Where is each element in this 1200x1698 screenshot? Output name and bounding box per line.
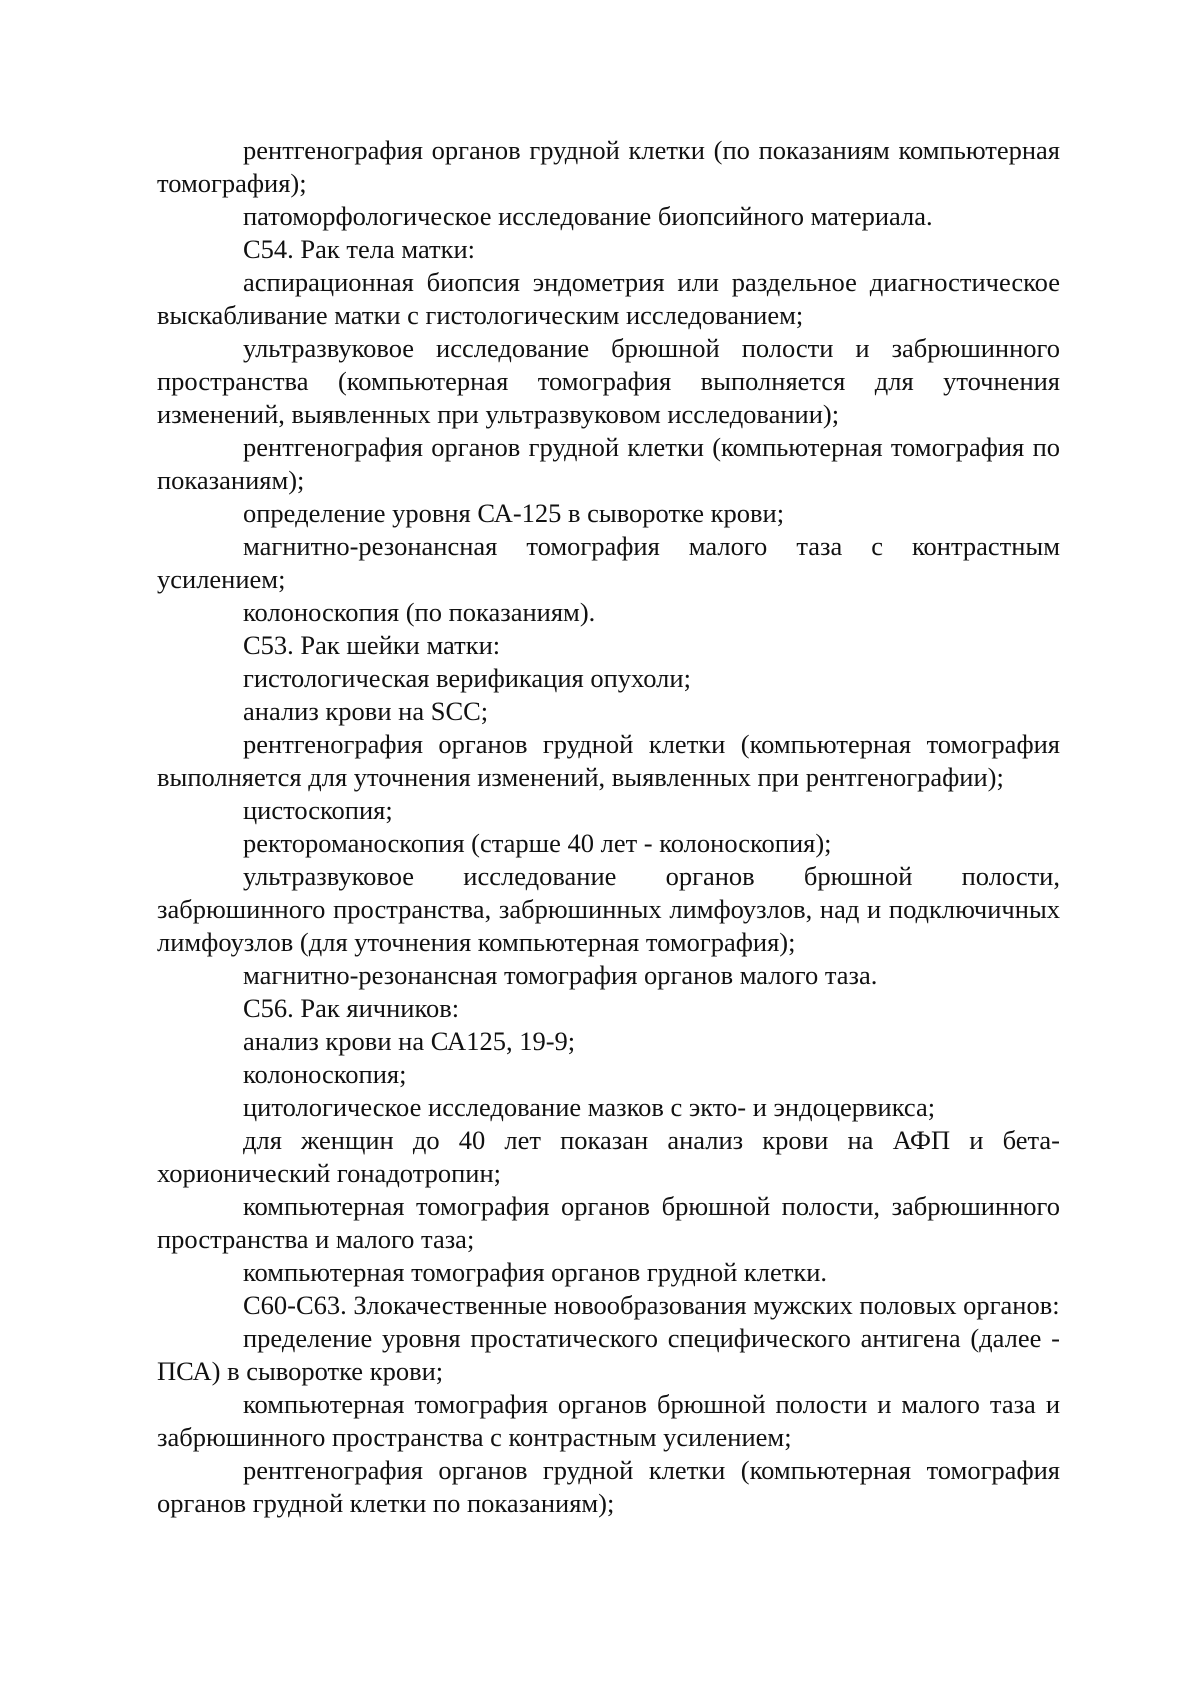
paragraph-ultrasound-abdomen: ультразвуковое исследование брюшной полости и забрюшинного пространства (компьютерная томография выполняется для уточнения изменений, выявленных при ультразвуковом исследовании); [157,333,1060,429]
paragraph-psa: пределение уровня простатического специфического антигена (далее - ПСА) в сыворотке крови; [157,1323,1060,1386]
paragraph-ca125-199: анализ крови на СА125, 19-9; [243,1026,576,1056]
paragraph-mri-pelvis: магнитно-резонансная томография малого таза с контрастным усилением; [157,531,1060,594]
paragraph-biopsy-pathology: патоморфологическое исследование биопсийного материала. [243,201,933,231]
paragraph-histology: гистологическая верификация опухоли; [243,663,691,693]
paragraph-afp: для женщин до 40 лет показан анализ крови на АФП и бета-хорионический гонадотропин; [157,1125,1060,1188]
section-heading-c54: С54. Рак тела матки: [243,234,476,264]
paragraph-chest-xray-3: рентгенография органов грудной клетки (компьютерная томография выполняется для уточнения изменений, выявленных при рентгенографии); [157,729,1060,792]
paragraph-aspiration-biopsy: аспирационная биопсия эндометрия или раздельное диагностическое выскабливание матки с гистологическим исследованием; [157,267,1060,330]
paragraph-ct-contrast: компьютерная томография органов брюшной полости и малого таза и забрюшинного пространства с контрастным усилением; [157,1389,1060,1452]
section-heading-c53: С53. Рак шейки матки: [243,630,501,660]
paragraph-ct-chest: компьютерная томография органов грудной клетки. [243,1257,828,1287]
paragraph-cytology: цитологическое исследование мазков с экто- и эндоцервикса; [243,1092,936,1122]
paragraph-scc: анализ крови на SCC; [243,696,489,726]
paragraph-rectoscopy: ректороманоскопия (старше 40 лет - колоноскопия); [243,828,832,858]
paragraph-ca125: определение уровня СА-125 в сыворотке крови; [243,498,785,528]
paragraph-chest-xray-2: рентгенография органов грудной клетки (компьютерная томография по показаниям); [157,432,1060,495]
paragraph-chest-xray-4: рентгенография органов грудной клетки (компьютерная томография органов грудной клетки по показаниям); [157,1455,1060,1518]
paragraph-cystoscopy: цистоскопия; [243,795,393,825]
paragraph-chest-xray-1: рентгенография органов грудной клетки (по показаниям компьютерная томография); [157,135,1060,198]
paragraph-colonoscopy-2: колоноскопия; [243,1059,407,1089]
section-heading-c60-c63: С60-С63. Злокачественные новообразования мужских половых органов: [243,1290,1060,1320]
paragraph-mri-pelvic-organs: магнитно-резонансная томография органов малого таза. [243,960,878,990]
paragraph-ct-abdomen: компьютерная томография органов брюшной полости, забрюшинного пространства и малого таза; [157,1191,1060,1254]
document-body [157,134,1060,1520]
paragraph-colonoscopy-1: колоноскопия (по показаниям). [243,597,596,627]
section-heading-c56: С56. Рак яичников: [243,993,460,1023]
paragraph-ultrasound-lymph: ультразвуковое исследование органов брюшной полости, забрюшинного пространства, забрюшинных лимфоузлов, над и подключичных лимфоузлов (для уточнения компьютерная томография); [157,861,1060,957]
